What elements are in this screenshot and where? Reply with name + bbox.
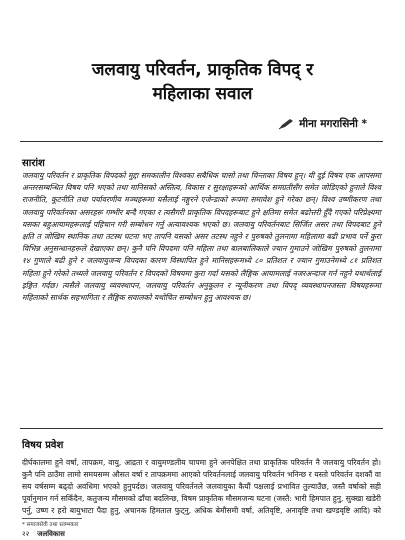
author-byline — [278, 117, 367, 131]
journal-name: जलविकास — [37, 530, 65, 538]
body-heading: विषय प्रवेश — [22, 440, 64, 451]
title-line-1: जलवायु परिवर्तन, प्राकृतिक विपद् र — [91, 60, 314, 80]
pen-icon — [278, 118, 294, 130]
body-paragraph: दीर्घकालमा हुने वर्षा, तापक्रम, वायु, आद्रता र वायुमण्डलीय चापमा हुने अनपेक्षित तथा प्राकृतिक परिवर्तन नै जलवायु परिवर्तन हो। कुनै पनि ठाउँमा लामो समयसम्म औसत वर्षा र तापक्रममा आएको परिवर्तनलाई जलवायु परिवर्तन भनिन्छ र यस्तो परिवर्तन दशकौं वा सय वर्षसम्म बढ्दो अवधिमा भएको हुनुपर्दछ। जलवायु परिवर्तनले जलवायुका कैयौं पक्षलाई प्रभावित तुल्याउँछ, जस्तै वर्षाको सही पूर्वानुमान गर्न सकिँदैन, कतुजन्य मौसमको ढाँचा बदलिन्छ, विषम प्राकृतिक मौसमजन्य घटना (जस्तै: भारी हिमपात हुनु, सुक्खा खडेरी पर्नु, उष्ण र हरो बायुभाटा पैदा हुनु, अचानक हिमताल फुट्नु, अधिक बेमौसमी वर्षा, अतिवृष्टि, अनावृष्टि तथा खण्डवृष्टि आदि) को — [22, 458, 381, 515]
article-title — [40, 58, 365, 106]
section-divider — [20, 428, 383, 429]
abstract-paragraph: जलवायु परिवर्तन र प्राकृतिक विपदको मुद्दा समकालीन विश्वका सबैधिक चासो तथा चिन्ताका विषय हुन्। यी दुई विषय एक आपसमा अन्तरसम्बन्धित विषय पनि भएको तथा मानिसको अस्तित्व, विकास र सुरक्षाहरूको आर्थिक समग्रतीसँग समेत जोडिएको हुनाले विश्व राजनीति, कूटनीति तथा पर्यावरणीय मञ्चहरूमा यसैलाई नङ्गुरने एजेन्डाको रूपमा समावेश हुने गरेका छन्। विश्व उष्णीकरण तथा जलवायु परिवर्तनका असरहरू गम्भीर बन्दै गएका र त्यसैगरी प्राकृतिक विपदहरूबाट हुने क्षतिमा समेत बढोत्तरी हुँदै गएको परिप्रेक्ष्यमा यसका बहुआयामहरूलाई पहिचान गरी सम्बोधन गर्नु अत्यावश्यक भएको छ। जलवायु परिवर्तनबाट सिर्जित असर तथा विपदबाट हुने क्षति त जोखिम स्थानिक तथा तटस्थ घटना भए तापनि यसको असर तटस्थ नहुने र पुरुषको तुलनामा महिलामा बढी प्रभाव पर्ने कुरा विभिन्न अनुसन्धानहरूले देखाएका छन्। कुनै पनि विपदमा पनि महिला तथा बालबालिकाले ज्यान गुमाउने जोखिम पुरुषको तुलनामा १४ गुणाले बढी हुने र जलवायुजन्य विपदका कारण विस्थापित हुने मानिसहरूमध्ये ८० प्रतिशत र ज्यान गुमाउनेमध्ये ८१ प्रतिशत महिला हुने गरेको तथ्यले जलवायु परिवर्तन र विपदको विषयमा कुरा गर्दा यसको लैङ्गिक आयामलाई नजरअन्दाज गर्न नहुने यथार्थलाई इङ्गित गर्दछ। त्यसैले जलवायु व्यवस्थापन, जलवायु परिवर्तन अनुकूलन र न्यूनीकरण तथा विपद् व्यवस्थापनजस्ता विषयहरूमा महिलाको सार्थक सहभागिता र लैङ्गिक सवालको यथोचित सम्बोधन हुनु आवश्यक छ। — [22, 171, 381, 303]
author-footnote: * समाजसेवी तथा स्तम्भकार — [22, 522, 79, 528]
abstract-heading: सारांश — [22, 158, 45, 169]
title-line-2: महिलाका सवाल — [152, 84, 253, 104]
top-divider — [20, 141, 383, 142]
page-footer — [22, 530, 65, 539]
page-number: २२ — [22, 530, 30, 538]
author-name: मीना मगरासिनी * — [299, 118, 367, 130]
footnote-divider — [22, 518, 82, 519]
